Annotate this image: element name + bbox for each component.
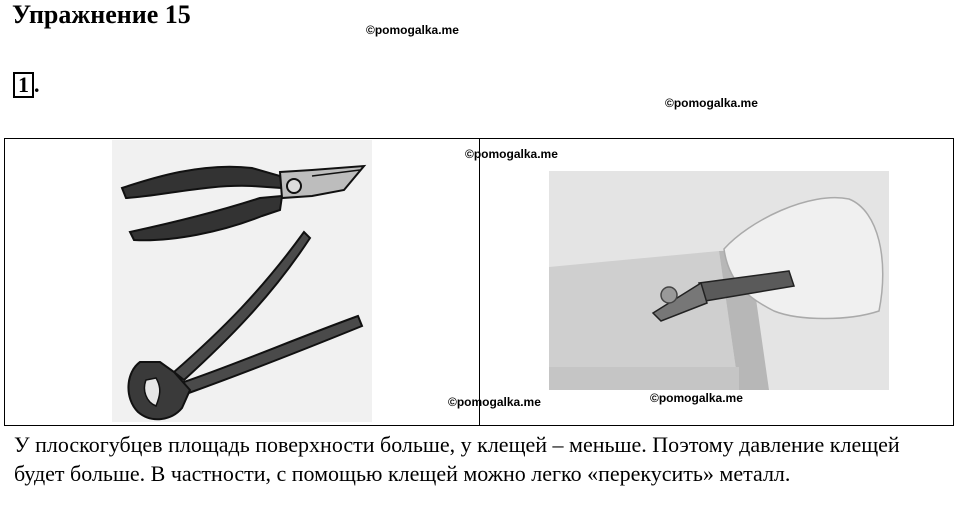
hand-with-cutters-photo — [549, 171, 889, 390]
question-number-box: 1 — [13, 72, 34, 98]
pliers-and-pincers-illustration — [112, 140, 372, 422]
page-title: Упражнение 15 — [12, 0, 191, 29]
question-number-suffix: . — [34, 72, 40, 97]
question-number — [13, 72, 40, 98]
answer-text: У плоскогубцев площадь поверхности больше, у клещей – меньше. Поэтому давление клещей будет больше. В частности, с помощью клещей можно легко «перекусить» металл. — [14, 432, 900, 486]
watermark: ©pomogalka.me — [448, 395, 541, 409]
watermark: ©pomogalka.me — [665, 96, 758, 110]
watermark: ©pomogalka.me — [366, 23, 459, 37]
watermark: ©pomogalka.me — [465, 147, 558, 161]
figure-divider — [479, 138, 480, 426]
watermark: ©pomogalka.me — [650, 391, 743, 405]
